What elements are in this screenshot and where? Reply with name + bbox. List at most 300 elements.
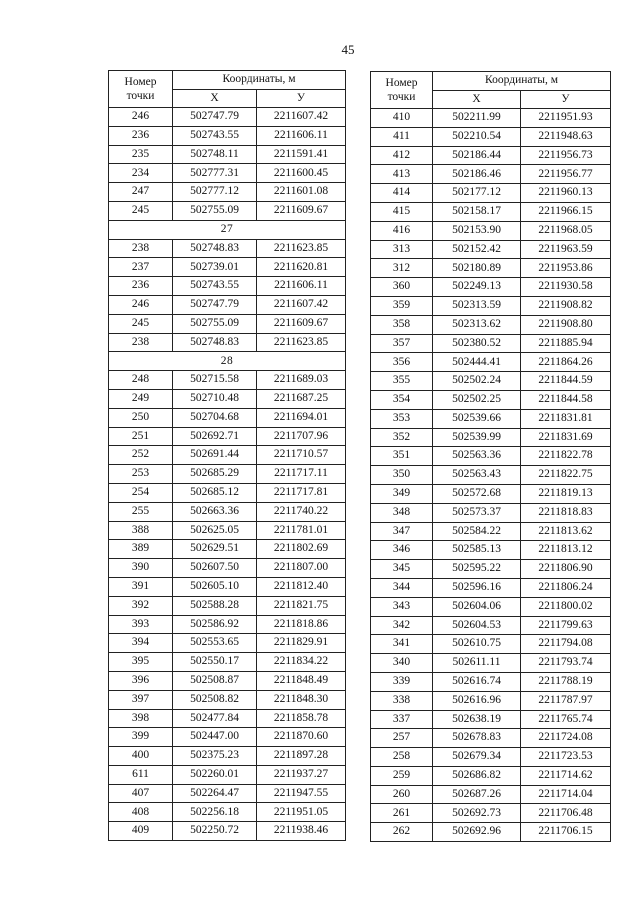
y-coordinate-cell: 2211714.62 — [521, 766, 611, 785]
y-coordinate-cell: 2211819.13 — [521, 484, 611, 503]
table-row — [371, 785, 611, 804]
y-coordinate-cell: 2211799.63 — [521, 616, 611, 635]
y-coordinate-cell: 2211956.77 — [521, 165, 611, 184]
table-row — [371, 691, 611, 710]
x-column-header: X — [433, 91, 521, 109]
x-coordinate-cell: 502539.66 — [433, 409, 521, 428]
section-number: 28 — [109, 352, 346, 371]
table-body — [371, 109, 611, 842]
x-coordinate-cell: 502210.54 — [433, 127, 521, 146]
point-number-cell: 236 — [109, 126, 173, 145]
x-coordinate-cell: 502777.12 — [173, 183, 257, 202]
y-coordinate-cell: 2211812.40 — [257, 577, 346, 596]
y-coordinate-cell: 2211601.08 — [257, 183, 346, 202]
table-row — [109, 145, 346, 164]
point-number-cell: 411 — [371, 127, 433, 146]
table-row — [371, 146, 611, 165]
y-coordinate-cell: 2211623.85 — [257, 239, 346, 258]
point-number-cell: 255 — [109, 502, 173, 521]
x-coordinate-cell: 502508.82 — [173, 690, 257, 709]
point-number-cell: 339 — [371, 672, 433, 691]
x-coordinate-cell: 502605.10 — [173, 577, 257, 596]
x-coordinate-cell: 502584.22 — [433, 522, 521, 541]
y-coordinate-cell: 2211858.78 — [257, 709, 346, 728]
x-coordinate-cell: 502264.47 — [173, 784, 257, 803]
y-coordinate-cell: 2211717.11 — [257, 465, 346, 484]
x-coordinate-cell: 502604.06 — [433, 597, 521, 616]
x-coordinate-cell: 502748.11 — [173, 145, 257, 164]
section-row — [109, 220, 346, 239]
x-coordinate-cell: 502595.22 — [433, 560, 521, 579]
point-number-cell: 252 — [109, 446, 173, 465]
table-row — [371, 654, 611, 673]
y-coordinate-cell: 2211822.75 — [521, 466, 611, 485]
x-coordinate-cell: 502607.50 — [173, 559, 257, 578]
y-coordinate-cell: 2211689.03 — [257, 371, 346, 390]
x-coordinate-cell: 502638.19 — [433, 710, 521, 729]
x-coordinate-cell: 502572.68 — [433, 484, 521, 503]
y-column-header: У — [521, 91, 611, 109]
y-coordinate-cell: 2211620.81 — [257, 258, 346, 277]
table-row — [371, 578, 611, 597]
y-coordinate-cell: 2211938.46 — [257, 822, 346, 841]
x-coordinate-cell: 502260.01 — [173, 765, 257, 784]
x-coordinate-cell: 502177.12 — [433, 184, 521, 203]
y-coordinate-cell: 2211714.04 — [521, 785, 611, 804]
y-coordinate-cell: 2211848.49 — [257, 671, 346, 690]
x-coordinate-cell: 502691.44 — [173, 446, 257, 465]
y-coordinate-cell: 2211740.22 — [257, 502, 346, 521]
x-coordinate-cell: 502180.89 — [433, 259, 521, 278]
table-row — [371, 353, 611, 372]
y-coordinate-cell: 2211844.59 — [521, 372, 611, 391]
x-coordinate-cell: 502586.92 — [173, 615, 257, 634]
x-coordinate-cell: 502692.73 — [433, 804, 521, 823]
point-number-cell: 414 — [371, 184, 433, 203]
table-row — [371, 710, 611, 729]
table-row — [109, 747, 346, 766]
table-row — [109, 427, 346, 446]
y-coordinate-cell: 2211794.08 — [521, 635, 611, 654]
point-number-cell: 249 — [109, 389, 173, 408]
y-coordinate-cell: 2211966.15 — [521, 202, 611, 221]
x-coordinate-cell: 502748.83 — [173, 333, 257, 352]
x-coordinate-cell: 502375.23 — [173, 747, 257, 766]
y-coordinate-cell: 2211813.62 — [521, 522, 611, 541]
table-row — [109, 803, 346, 822]
x-coordinate-cell: 502444.41 — [433, 353, 521, 372]
table-row — [371, 278, 611, 297]
x-coordinate-cell: 502186.44 — [433, 146, 521, 165]
y-coordinate-cell: 2211806.24 — [521, 578, 611, 597]
y-coordinate-cell: 2211831.69 — [521, 428, 611, 447]
y-coordinate-cell: 2211800.02 — [521, 597, 611, 616]
point-number-header-label: Номер точки — [385, 76, 418, 103]
table-row — [371, 296, 611, 315]
table-row — [109, 577, 346, 596]
point-number-cell: 342 — [371, 616, 433, 635]
table-row — [109, 108, 346, 127]
y-coordinate-cell: 2211765.74 — [521, 710, 611, 729]
point-number-cell: 350 — [371, 466, 433, 485]
point-number-cell: 349 — [371, 484, 433, 503]
table-row — [109, 559, 346, 578]
table-row — [371, 748, 611, 767]
x-coordinate-cell: 502153.90 — [433, 221, 521, 240]
table-row — [371, 127, 611, 146]
point-number-cell: 409 — [109, 822, 173, 841]
x-coordinate-cell: 502502.24 — [433, 372, 521, 391]
coordinates-header: Координаты, м — [433, 72, 611, 91]
x-coordinate-cell: 502704.68 — [173, 408, 257, 427]
table-row — [109, 239, 346, 258]
x-coordinate-cell: 502563.36 — [433, 447, 521, 466]
x-coordinate-cell: 502616.74 — [433, 672, 521, 691]
point-number-cell: 246 — [109, 295, 173, 314]
y-coordinate-cell: 2211707.96 — [257, 427, 346, 446]
y-coordinate-cell: 2211953.86 — [521, 259, 611, 278]
table-row — [371, 522, 611, 541]
y-coordinate-cell: 2211793.74 — [521, 654, 611, 673]
table-row — [371, 390, 611, 409]
y-coordinate-cell: 2211908.82 — [521, 296, 611, 315]
point-number-cell: 412 — [371, 146, 433, 165]
table-row — [371, 560, 611, 579]
x-coordinate-cell: 502256.18 — [173, 803, 257, 822]
x-coordinate-cell: 502679.34 — [433, 748, 521, 767]
point-number-cell: 396 — [109, 671, 173, 690]
x-coordinate-cell: 502249.13 — [433, 278, 521, 297]
y-coordinate-cell: 2211724.08 — [521, 729, 611, 748]
y-coordinate-cell: 2211706.48 — [521, 804, 611, 823]
point-number-cell: 398 — [109, 709, 173, 728]
y-coordinate-cell: 2211781.01 — [257, 521, 346, 540]
coordinates-header: Координаты, м — [173, 71, 346, 90]
y-coordinate-cell: 2211609.67 — [257, 201, 346, 220]
x-coordinate-cell: 502380.52 — [433, 334, 521, 353]
x-coordinate-cell: 502743.55 — [173, 277, 257, 296]
point-number-cell: 257 — [371, 729, 433, 748]
x-coordinate-cell: 502152.42 — [433, 240, 521, 259]
y-coordinate-cell: 2211848.30 — [257, 690, 346, 709]
point-number-cell: 388 — [109, 521, 173, 540]
x-coordinate-cell: 502588.28 — [173, 596, 257, 615]
table-row — [371, 165, 611, 184]
x-coordinate-cell: 502250.72 — [173, 822, 257, 841]
y-coordinate-cell: 2211788.19 — [521, 672, 611, 691]
y-column-header: У — [257, 90, 346, 108]
table-row — [371, 240, 611, 259]
point-number-cell: 407 — [109, 784, 173, 803]
x-coordinate-cell: 502625.05 — [173, 521, 257, 540]
point-number-cell: 341 — [371, 635, 433, 654]
x-coordinate-cell: 502710.48 — [173, 389, 257, 408]
table-row — [371, 823, 611, 842]
table-header — [109, 71, 346, 108]
y-coordinate-cell: 2211609.67 — [257, 314, 346, 333]
table-row — [109, 671, 346, 690]
x-coordinate-cell: 502573.37 — [433, 503, 521, 522]
table-row — [109, 277, 346, 296]
point-number-cell: 416 — [371, 221, 433, 240]
table-row — [371, 503, 611, 522]
table-row — [371, 409, 611, 428]
table-row — [109, 295, 346, 314]
x-coordinate-cell: 502739.01 — [173, 258, 257, 277]
table-row — [109, 615, 346, 634]
table-row — [371, 484, 611, 503]
table-row — [109, 333, 346, 352]
table-row — [371, 541, 611, 560]
point-number-cell: 415 — [371, 202, 433, 221]
table-row — [109, 408, 346, 427]
y-coordinate-cell: 2211807.00 — [257, 559, 346, 578]
y-coordinate-cell: 2211951.93 — [521, 109, 611, 128]
point-number-cell: 392 — [109, 596, 173, 615]
table-row — [371, 315, 611, 334]
table-row — [371, 616, 611, 635]
y-coordinate-cell: 2211947.55 — [257, 784, 346, 803]
y-coordinate-cell: 2211956.73 — [521, 146, 611, 165]
point-number-cell: 245 — [109, 314, 173, 333]
point-number-cell: 399 — [109, 728, 173, 747]
x-coordinate-cell: 502685.12 — [173, 483, 257, 502]
table-row — [371, 766, 611, 785]
table-row — [109, 709, 346, 728]
table-row — [109, 784, 346, 803]
table-row — [109, 728, 346, 747]
table-row — [371, 729, 611, 748]
y-coordinate-cell: 2211864.26 — [521, 353, 611, 372]
y-coordinate-cell: 2211821.75 — [257, 596, 346, 615]
table-row — [109, 822, 346, 841]
point-number-cell: 397 — [109, 690, 173, 709]
y-coordinate-cell: 2211813.12 — [521, 541, 611, 560]
y-coordinate-cell: 2211968.05 — [521, 221, 611, 240]
x-coordinate-cell: 502502.25 — [433, 390, 521, 409]
coordinates-table-left — [108, 70, 346, 841]
table-body — [109, 108, 346, 841]
table-row — [109, 465, 346, 484]
point-number-cell: 258 — [371, 748, 433, 767]
y-coordinate-cell: 2211606.11 — [257, 277, 346, 296]
point-number-header — [109, 71, 173, 108]
x-coordinate-cell: 502611.11 — [433, 654, 521, 673]
point-number-cell: 400 — [109, 747, 173, 766]
y-coordinate-cell: 2211948.63 — [521, 127, 611, 146]
table-row — [109, 502, 346, 521]
point-number-cell: 347 — [371, 522, 433, 541]
table-row — [109, 653, 346, 672]
table-row — [109, 126, 346, 145]
table-row — [371, 447, 611, 466]
table-row — [371, 221, 611, 240]
x-coordinate-cell: 502747.79 — [173, 108, 257, 127]
y-coordinate-cell: 2211960.13 — [521, 184, 611, 203]
point-number-cell: 353 — [371, 409, 433, 428]
point-number-cell: 246 — [109, 108, 173, 127]
table-row — [371, 428, 611, 447]
point-number-cell: 393 — [109, 615, 173, 634]
point-number-cell: 250 — [109, 408, 173, 427]
table-row — [371, 372, 611, 391]
table-row — [371, 597, 611, 616]
point-number-cell: 345 — [371, 560, 433, 579]
x-coordinate-cell: 502610.75 — [433, 635, 521, 654]
x-coordinate-cell: 502686.82 — [433, 766, 521, 785]
table-row — [371, 672, 611, 691]
x-coordinate-cell: 502777.31 — [173, 164, 257, 183]
y-coordinate-cell: 2211687.25 — [257, 389, 346, 408]
point-number-cell: 390 — [109, 559, 173, 578]
point-number-cell: 348 — [371, 503, 433, 522]
y-coordinate-cell: 2211600.45 — [257, 164, 346, 183]
y-coordinate-cell: 2211844.58 — [521, 390, 611, 409]
x-coordinate-cell: 502715.58 — [173, 371, 257, 390]
y-coordinate-cell: 2211822.78 — [521, 447, 611, 466]
point-number-cell: 408 — [109, 803, 173, 822]
point-number-cell: 356 — [371, 353, 433, 372]
y-coordinate-cell: 2211818.86 — [257, 615, 346, 634]
section-row — [109, 352, 346, 371]
x-coordinate-cell: 502687.26 — [433, 785, 521, 804]
x-coordinate-cell: 502211.99 — [433, 109, 521, 128]
y-coordinate-cell: 2211802.69 — [257, 540, 346, 559]
point-number-cell: 245 — [109, 201, 173, 220]
point-number-cell: 346 — [371, 541, 433, 560]
x-coordinate-cell: 502585.13 — [433, 541, 521, 560]
point-number-cell: 343 — [371, 597, 433, 616]
point-number-cell: 359 — [371, 296, 433, 315]
point-number-cell: 352 — [371, 428, 433, 447]
y-coordinate-cell: 2211710.57 — [257, 446, 346, 465]
table-row — [109, 183, 346, 202]
point-number-cell: 260 — [371, 785, 433, 804]
x-coordinate-cell: 502313.62 — [433, 315, 521, 334]
point-number-cell: 357 — [371, 334, 433, 353]
y-coordinate-cell: 2211829.91 — [257, 634, 346, 653]
x-coordinate-cell: 502663.36 — [173, 502, 257, 521]
point-number-cell: 261 — [371, 804, 433, 823]
y-coordinate-cell: 2211930.58 — [521, 278, 611, 297]
y-coordinate-cell: 2211607.42 — [257, 295, 346, 314]
table-row — [371, 466, 611, 485]
table-row — [109, 521, 346, 540]
table-row — [371, 804, 611, 823]
section-number: 27 — [109, 220, 346, 239]
point-number-cell: 259 — [371, 766, 433, 785]
x-coordinate-cell: 502313.59 — [433, 296, 521, 315]
y-coordinate-cell: 2211607.42 — [257, 108, 346, 127]
x-coordinate-cell: 502743.55 — [173, 126, 257, 145]
table-row — [109, 314, 346, 333]
y-coordinate-cell: 2211694.01 — [257, 408, 346, 427]
y-coordinate-cell: 2211937.27 — [257, 765, 346, 784]
x-coordinate-cell: 502685.29 — [173, 465, 257, 484]
y-coordinate-cell: 2211806.90 — [521, 560, 611, 579]
table-row — [109, 201, 346, 220]
table-row — [371, 202, 611, 221]
x-coordinate-cell: 502563.43 — [433, 466, 521, 485]
x-coordinate-cell: 502616.96 — [433, 691, 521, 710]
y-coordinate-cell: 2211606.11 — [257, 126, 346, 145]
point-number-cell: 360 — [371, 278, 433, 297]
table-row — [109, 596, 346, 615]
x-coordinate-cell: 502539.99 — [433, 428, 521, 447]
table-row — [109, 446, 346, 465]
y-coordinate-cell: 2211951.05 — [257, 803, 346, 822]
x-coordinate-cell: 502553.65 — [173, 634, 257, 653]
point-number-cell: 340 — [371, 654, 433, 673]
x-coordinate-cell: 502755.09 — [173, 201, 257, 220]
x-coordinate-cell: 502477.84 — [173, 709, 257, 728]
point-number-cell: 234 — [109, 164, 173, 183]
table-row — [371, 334, 611, 353]
point-number-cell: 313 — [371, 240, 433, 259]
table-row — [109, 540, 346, 559]
y-coordinate-cell: 2211706.15 — [521, 823, 611, 842]
point-number-cell: 354 — [371, 390, 433, 409]
table-row — [109, 634, 346, 653]
x-coordinate-cell: 502508.87 — [173, 671, 257, 690]
table-row — [371, 635, 611, 654]
y-coordinate-cell: 2211818.83 — [521, 503, 611, 522]
x-coordinate-cell: 502447.00 — [173, 728, 257, 747]
point-number-cell: 338 — [371, 691, 433, 710]
page-number: 45 — [341, 42, 355, 57]
y-coordinate-cell: 2211870.60 — [257, 728, 346, 747]
x-coordinate-cell: 502748.83 — [173, 239, 257, 258]
table-row — [371, 109, 611, 128]
point-number-cell: 394 — [109, 634, 173, 653]
x-coordinate-cell: 502596.16 — [433, 578, 521, 597]
point-number-cell: 344 — [371, 578, 433, 597]
table-row — [109, 258, 346, 277]
table-row — [109, 690, 346, 709]
point-number-cell: 237 — [109, 258, 173, 277]
point-number-cell: 611 — [109, 765, 173, 784]
x-coordinate-cell: 502629.51 — [173, 540, 257, 559]
point-number-header-label: Номер точки — [124, 75, 157, 102]
point-number-cell: 358 — [371, 315, 433, 334]
point-number-cell: 251 — [109, 427, 173, 446]
table-row — [109, 371, 346, 390]
y-coordinate-cell: 2211591.41 — [257, 145, 346, 164]
table-row — [109, 765, 346, 784]
x-coordinate-cell: 502755.09 — [173, 314, 257, 333]
x-coordinate-cell: 502604.53 — [433, 616, 521, 635]
y-coordinate-cell: 2211908.80 — [521, 315, 611, 334]
point-number-cell: 410 — [371, 109, 433, 128]
point-number-cell: 236 — [109, 277, 173, 296]
x-coordinate-cell: 502186.46 — [433, 165, 521, 184]
y-coordinate-cell: 2211897.28 — [257, 747, 346, 766]
x-coordinate-cell: 502550.17 — [173, 653, 257, 672]
point-number-cell: 253 — [109, 465, 173, 484]
point-number-cell: 262 — [371, 823, 433, 842]
point-number-header — [371, 72, 433, 109]
point-number-cell: 413 — [371, 165, 433, 184]
table-row — [109, 164, 346, 183]
point-number-cell: 351 — [371, 447, 433, 466]
y-coordinate-cell: 2211963.59 — [521, 240, 611, 259]
x-coordinate-cell: 502692.71 — [173, 427, 257, 446]
x-coordinate-cell: 502747.79 — [173, 295, 257, 314]
y-coordinate-cell: 2211717.81 — [257, 483, 346, 502]
y-coordinate-cell: 2211723.53 — [521, 748, 611, 767]
y-coordinate-cell: 2211834.22 — [257, 653, 346, 672]
y-coordinate-cell: 2211623.85 — [257, 333, 346, 352]
